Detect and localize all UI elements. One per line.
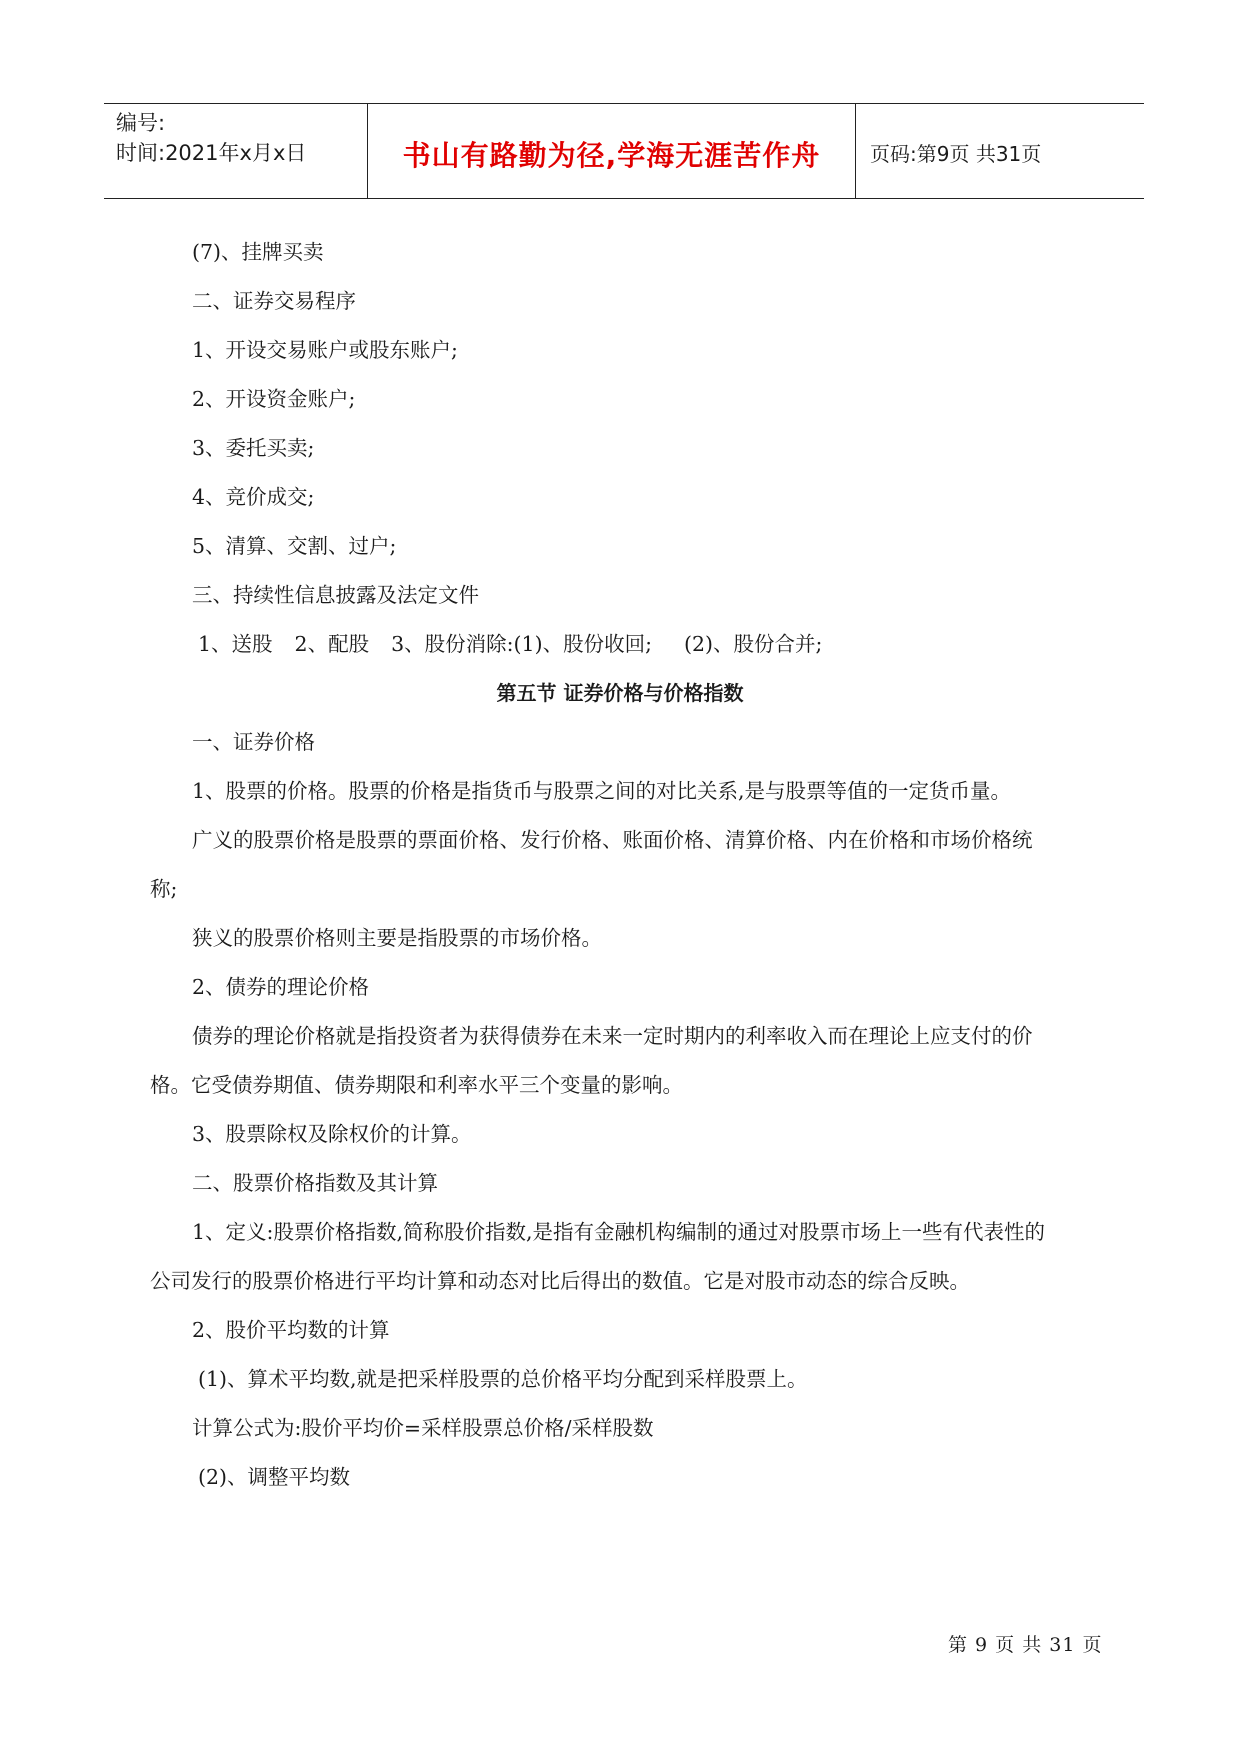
chapter-title: 第五节 证券价格与价格指数 — [496, 681, 744, 705]
paragraph: 3、股票除权及除权价的计算。 — [192, 1122, 472, 1146]
list-item: 3、股份消除:(1)、股份收回; — [391, 632, 652, 656]
section-heading: 二、证券交易程序 — [192, 289, 356, 313]
paragraph: 1、定义:股票价格指数,简称股价指数,是指有金融机构编制的通过对股票市场上一些有代表性的公司发行的股票价格进行平均计算和动态对比后得出的数值。它是对股市动态的综合反映。 — [150, 1220, 1045, 1293]
paragraph: 狭义的股票价格则主要是指股票的市场价格。 — [192, 926, 602, 950]
paragraph: 广义的股票价格是股票的票面价格、发行价格、账面价格、清算价格、内在价格和市场价格统称; — [150, 828, 1033, 901]
header-meta — [104, 104, 368, 198]
list-item: 1、开设交易账户或股东账户; — [192, 338, 458, 362]
distribution-items — [150, 620, 1050, 669]
section-heading: 2、股价平均数的计算 — [192, 1318, 390, 1342]
paragraph: 1、股票的价格。股票的价格是指货币与股票之间的对比关系,是与股票等值的一定货币量。 — [192, 779, 1012, 803]
paragraph: (1)、算术平均数,就是把采样股票的总价格平均分配到采样股票上。 — [198, 1367, 808, 1391]
motto: 书山有路勤为径,学海无涯苦作舟 — [368, 104, 856, 198]
formula-line: 计算公式为:股价平均价=采样股票总价格/采样股数 — [192, 1416, 654, 1440]
text-line: (7)、挂牌买卖 — [192, 240, 324, 264]
document-body — [150, 228, 1050, 1502]
section-heading: 一、证券价格 — [192, 730, 315, 754]
list-item: (2)、股份合并; — [684, 632, 823, 656]
time-label: 时间:2021年x月x日 — [116, 141, 307, 165]
list-item: 5、清算、交割、过户; — [192, 534, 397, 558]
page-footer: 第 9 页 共 31 页 — [948, 1634, 1103, 1656]
section-heading: 二、股票价格指数及其计算 — [192, 1171, 438, 1195]
list-item: 2、配股 — [294, 632, 370, 656]
paragraph: (2)、调整平均数 — [198, 1465, 351, 1489]
paragraph: 债券的理论价格就是指投资者为获得债券在未来一定时期内的利率收入而在理论上应支付的价格。它受债券期值、债券期限和利率水平三个变量的影响。 — [150, 1024, 1033, 1097]
list-item: 3、委托买卖; — [192, 436, 315, 460]
list-item: 2、开设资金账户; — [192, 387, 356, 411]
list-item: 1、送股 — [198, 632, 273, 656]
section-heading: 三、持续性信息披露及法定文件 — [192, 583, 479, 607]
page-header — [104, 103, 1144, 199]
number-label: 编号: — [116, 111, 166, 135]
list-item: 4、竞价成交; — [192, 485, 315, 509]
page-info: 页码:第9页 共31页 — [870, 141, 1042, 166]
section-heading: 2、债券的理论价格 — [192, 975, 370, 999]
